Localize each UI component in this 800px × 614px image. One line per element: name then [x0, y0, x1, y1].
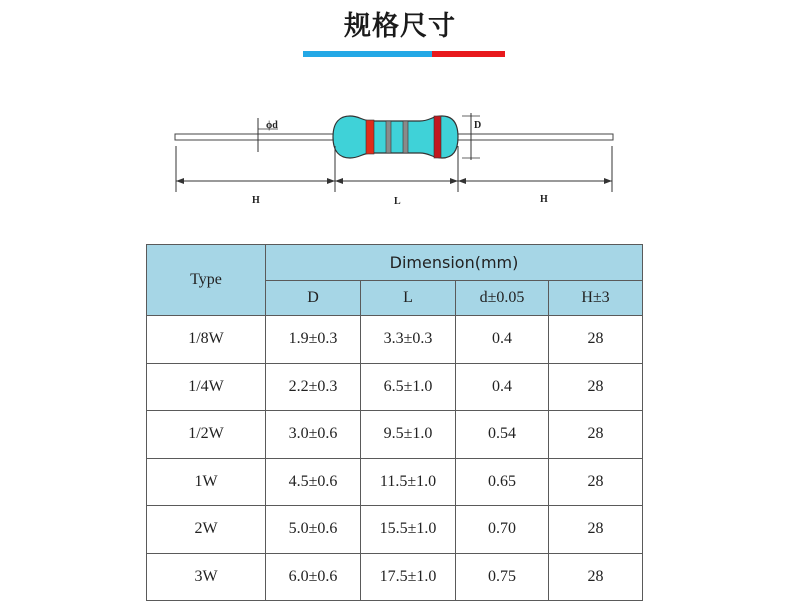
- type-cell: 1W: [147, 458, 266, 506]
- D-cell: 6.0±0.6: [266, 553, 361, 601]
- dimension-group-header: Dimension(mm): [266, 245, 643, 281]
- H-right-label: H: [540, 194, 548, 205]
- color-band-3: [403, 121, 408, 153]
- H-cell: 28: [549, 363, 643, 411]
- table-row: [147, 506, 643, 554]
- H-cell: 28: [549, 316, 643, 364]
- left-lead: [175, 134, 335, 140]
- d-cell: 0.65: [456, 458, 549, 506]
- type-cell: 1/2W: [147, 411, 266, 459]
- L-cell: 6.5±1.0: [361, 363, 456, 411]
- column-header-D: D: [266, 281, 361, 316]
- L-cell: 11.5±1.0: [361, 458, 456, 506]
- H-cell: 28: [549, 553, 643, 601]
- color-band-4: [434, 116, 441, 158]
- L-cell: 9.5±1.0: [361, 411, 456, 459]
- L-cell: 15.5±1.0: [361, 506, 456, 554]
- table-row: [147, 316, 643, 364]
- d-cell: 0.4: [456, 316, 549, 364]
- type-header: Type: [147, 245, 266, 316]
- spec-table: [146, 244, 643, 601]
- d-cell: 0.75: [456, 553, 549, 601]
- table-row: [147, 411, 643, 459]
- D-cell: 1.9±0.3: [266, 316, 361, 364]
- D-cell: 3.0±0.6: [266, 411, 361, 459]
- right-lead: [458, 134, 613, 140]
- H-cell: 28: [549, 506, 643, 554]
- title-underline-blue: [303, 51, 432, 57]
- color-band-2: [386, 121, 391, 153]
- type-cell: 1/4W: [147, 363, 266, 411]
- d-cell: 0.4: [456, 363, 549, 411]
- color-band-1: [366, 120, 374, 154]
- d-cell: 0.70: [456, 506, 549, 554]
- type-cell: 2W: [147, 506, 266, 554]
- L-cell: 17.5±1.0: [361, 553, 456, 601]
- H-cell: 28: [549, 411, 643, 459]
- D-label: D: [474, 120, 482, 131]
- table-row: [147, 363, 643, 411]
- page-title: 规格尺寸: [344, 11, 456, 42]
- L-label: L: [394, 196, 401, 207]
- d-label: ϕd: [266, 120, 278, 131]
- table-row: [147, 458, 643, 506]
- D-cell: 5.0±0.6: [266, 506, 361, 554]
- type-cell: 3W: [147, 553, 266, 601]
- column-header-d: d±0.05: [456, 281, 549, 316]
- column-header-H: H±3: [549, 281, 643, 316]
- D-cell: 4.5±0.6: [266, 458, 361, 506]
- H-cell: 28: [549, 458, 643, 506]
- d-cell: 0.54: [456, 411, 549, 459]
- type-cell: 1/8W: [147, 316, 266, 364]
- title-underline-red: [432, 51, 505, 57]
- column-header-L: L: [361, 281, 456, 316]
- H-left-label: H: [252, 195, 260, 206]
- table-row: [147, 553, 643, 601]
- resistor-dimension-diagram: [0, 100, 800, 215]
- D-cell: 2.2±0.3: [266, 363, 361, 411]
- L-cell: 3.3±0.3: [361, 316, 456, 364]
